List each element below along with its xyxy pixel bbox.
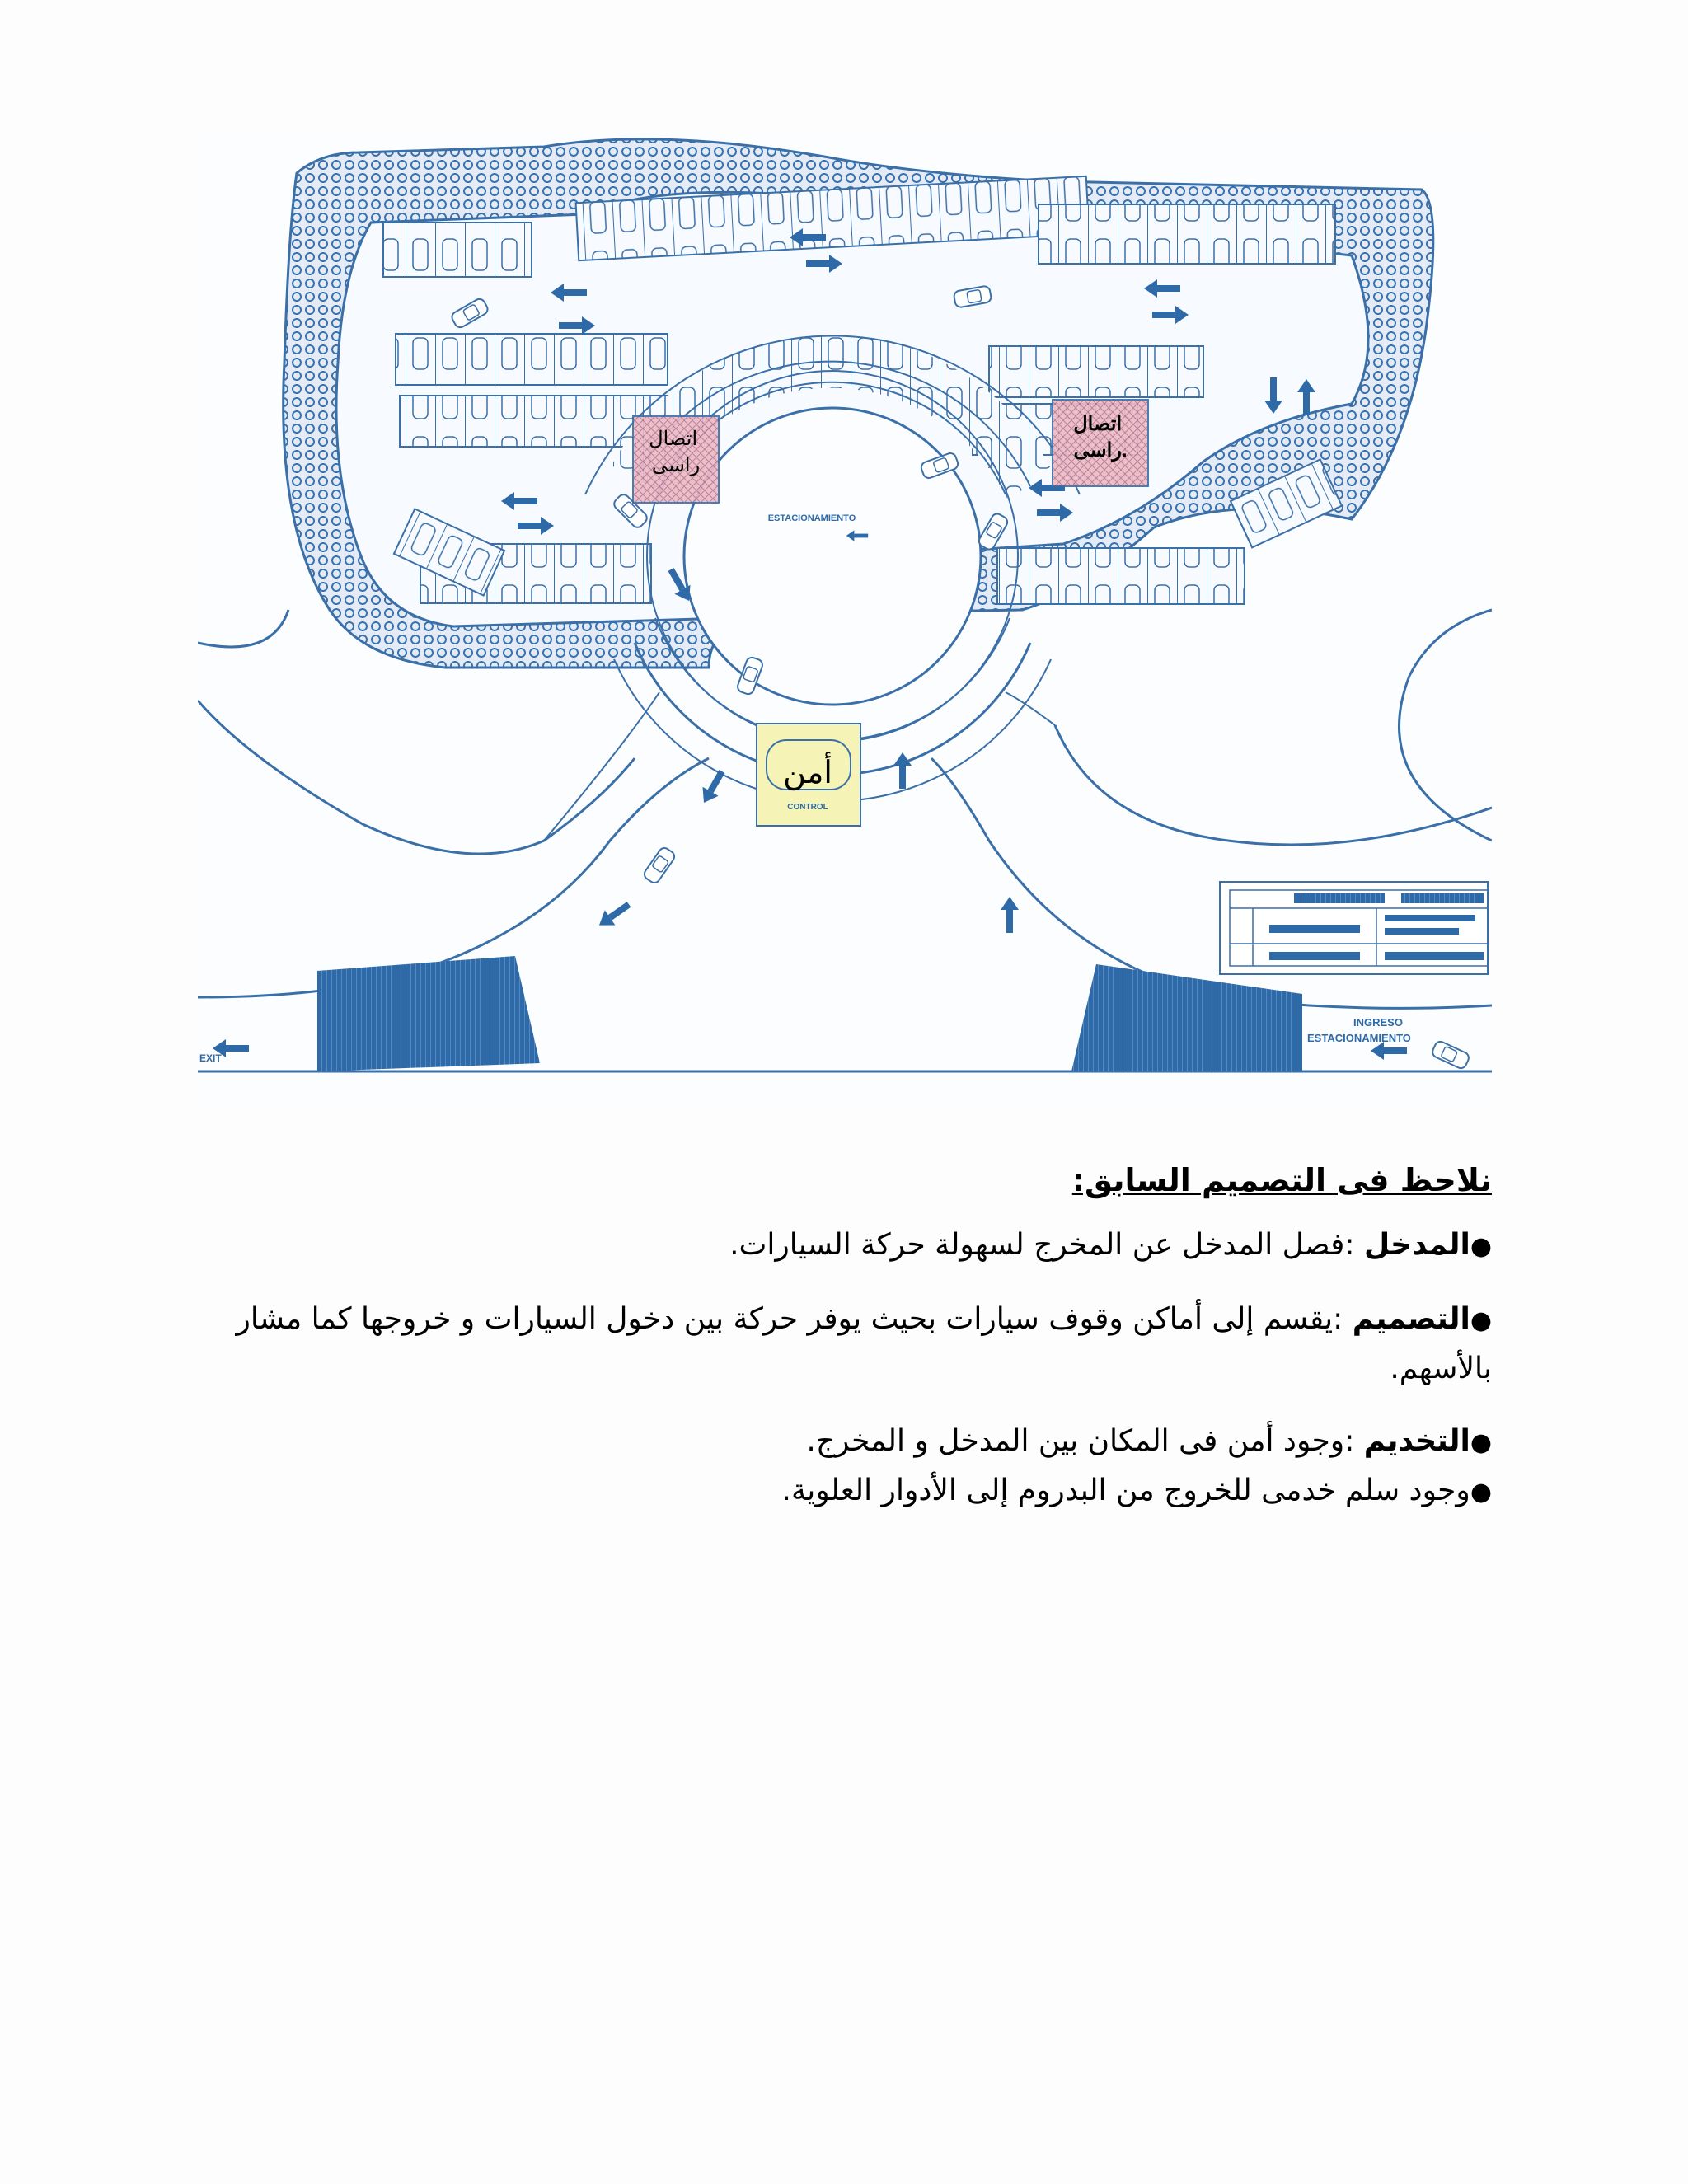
entry-label-top: INGRESO <box>1353 1016 1403 1029</box>
notes-section <box>223 1162 1492 1541</box>
bullet-icon: ● <box>1470 1232 1492 1261</box>
notes-heading: نلاحظ فى التصميم السابق: <box>1071 1162 1492 1198</box>
bullet-icon: ● <box>1470 1306 1492 1335</box>
note-design <box>223 1296 1492 1393</box>
note-entrance <box>223 1221 1492 1271</box>
exit-label: EXIT <box>199 1052 222 1064</box>
note-text: :فصل المدخل عن المخرج لسهولة حركة السيارات. <box>729 1228 1364 1262</box>
control-label: CONTROL <box>787 803 828 812</box>
center-label: ESTACIONAMIENTO <box>767 513 856 523</box>
security-label: أمن <box>783 756 832 790</box>
bullet-icon: ● <box>1470 1478 1492 1507</box>
note-text: :وجود أمن فى المكان بين المدخل و المخرج. <box>806 1424 1364 1458</box>
note-keyword: المدخل <box>1363 1228 1470 1262</box>
car-icon <box>1431 1040 1470 1071</box>
security-box <box>757 724 860 826</box>
arrow-icon <box>1371 1042 1407 1060</box>
car-icon <box>642 846 677 885</box>
note-servicing <box>223 1418 1492 1467</box>
link-left-line2: راسى <box>651 454 701 476</box>
note-text: وجود سلم خدمى للخروج من البدروم إلى الأدوار العلوية. <box>781 1474 1470 1507</box>
bullet-icon: ● <box>1470 1428 1492 1457</box>
arrow-icon <box>1001 897 1019 933</box>
arrow-icon <box>594 897 635 932</box>
vertical-link-left <box>633 416 719 503</box>
parking-floor-plan <box>198 132 1492 1104</box>
note-text: :يقسم إلى أماكن وقوف سيارات بحيث يوفر حركة بين دخول السيارات و خروجها كما مشار بالأسهم. <box>236 1302 1492 1385</box>
arrow-icon <box>696 766 729 807</box>
vertical-link-right <box>1053 400 1148 486</box>
link-left-line1: اتصال <box>649 428 698 450</box>
note-keyword: التصميم <box>1352 1302 1470 1336</box>
title-block <box>1220 882 1488 974</box>
note-stairs <box>223 1467 1492 1516</box>
arrow-icon <box>893 752 912 789</box>
link-right-line1: اتصال <box>1073 413 1123 435</box>
link-right-line2: راسى. <box>1073 439 1128 462</box>
entry-label-bottom: ESTACIONAMIENTO <box>1307 1032 1411 1044</box>
note-keyword: التخديم <box>1363 1424 1470 1458</box>
